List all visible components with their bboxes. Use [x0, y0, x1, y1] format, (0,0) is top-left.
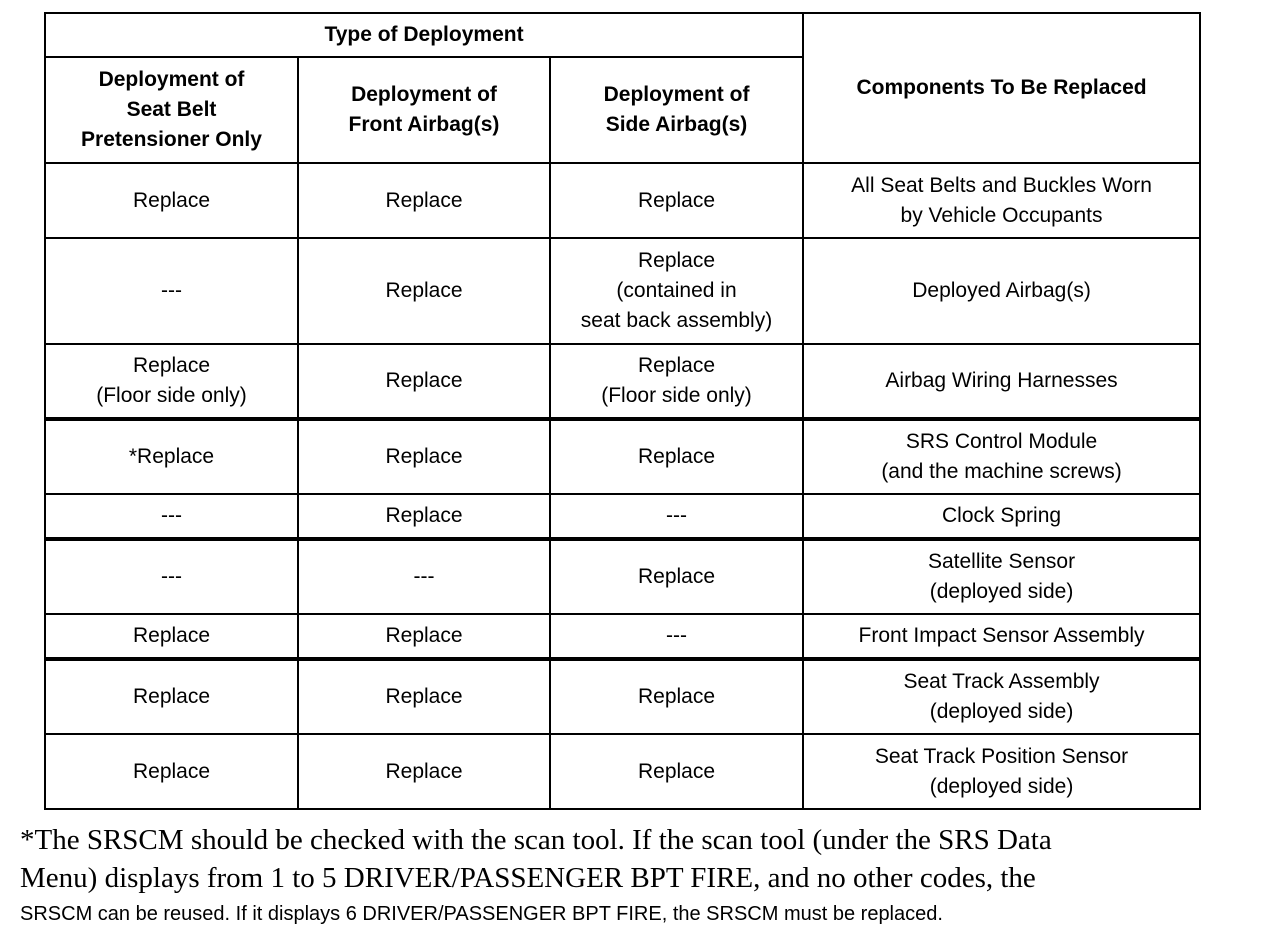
table-cell: Replace	[298, 734, 550, 809]
table-row	[45, 494, 1200, 539]
table-cell: ---	[45, 539, 298, 614]
table-cell: Replace	[298, 238, 550, 344]
table-cell: ---	[550, 494, 803, 539]
table-cell: ---	[550, 614, 803, 659]
table-row	[45, 734, 1200, 809]
table-cell: Airbag Wiring Harnesses	[803, 344, 1200, 419]
table-cell: Replace	[298, 614, 550, 659]
footnote-line-2: Menu) displays from 1 to 5 DRIVER/PASSENGER BPT FIRE, and no other codes, the	[20, 862, 1036, 894]
table-cell: Seat Track Assembly (deployed side)	[803, 659, 1200, 734]
group-header-type-of-deployment: Type of Deployment	[45, 13, 803, 57]
table-cell: Replace	[550, 659, 803, 734]
header-front-airbags: Deployment of Front Airbag(s)	[298, 57, 550, 163]
header-side-airbags: Deployment of Side Airbag(s)	[550, 57, 803, 163]
table-row	[45, 659, 1200, 734]
table-cell: Replace	[550, 539, 803, 614]
table-cell: Clock Spring	[803, 494, 1200, 539]
table-cell: Replace	[45, 734, 298, 809]
header-components-to-be-replaced: Components To Be Replaced	[803, 13, 1200, 163]
table-cell: Replace (Floor side only)	[550, 344, 803, 419]
table-cell: Replace	[550, 419, 803, 494]
table-cell: Replace	[45, 614, 298, 659]
table-cell: Seat Track Position Sensor (deployed side)	[803, 734, 1200, 809]
table-cell: Replace	[550, 734, 803, 809]
table-row	[45, 238, 1200, 344]
table-cell: ---	[45, 494, 298, 539]
table-cell: ---	[45, 238, 298, 344]
table-row	[45, 163, 1200, 238]
table-row	[45, 614, 1200, 659]
table-cell: Replace (contained in seat back assembly)	[550, 238, 803, 344]
table-row	[45, 344, 1200, 419]
table-cell: Replace	[45, 163, 298, 238]
table-cell: Replace	[298, 419, 550, 494]
table-cell: All Seat Belts and Buckles Worn by Vehicle Occupants	[803, 163, 1200, 238]
table-row	[45, 539, 1200, 614]
table-cell: Replace (Floor side only)	[45, 344, 298, 419]
table-cell: Replace	[550, 163, 803, 238]
table-cell: *Replace	[45, 419, 298, 494]
table-cell: Satellite Sensor (deployed side)	[803, 539, 1200, 614]
table-cell: Replace	[45, 659, 298, 734]
table-row	[45, 419, 1200, 494]
srs-replacement-table	[44, 12, 1201, 810]
header-pretensioner-only: Deployment of Seat Belt Pretensioner Only	[45, 57, 298, 163]
table-cell: Deployed Airbag(s)	[803, 238, 1200, 344]
footnote-line-3: SRSCM can be reused. If it displays 6 DRIVER/PASSENGER BPT FIRE, the SRSCM must be replaced.	[20, 903, 943, 925]
footnote-line-1: *The SRSCM should be checked with the scan tool. If the scan tool (under the SRS Data	[20, 824, 1052, 856]
table-cell: Front Impact Sensor Assembly	[803, 614, 1200, 659]
table-cell: Replace	[298, 163, 550, 238]
table-cell: SRS Control Module (and the machine screws)	[803, 419, 1200, 494]
table-cell: Replace	[298, 494, 550, 539]
table-cell: ---	[298, 539, 550, 614]
table-cell: Replace	[298, 659, 550, 734]
table-cell: Replace	[298, 344, 550, 419]
